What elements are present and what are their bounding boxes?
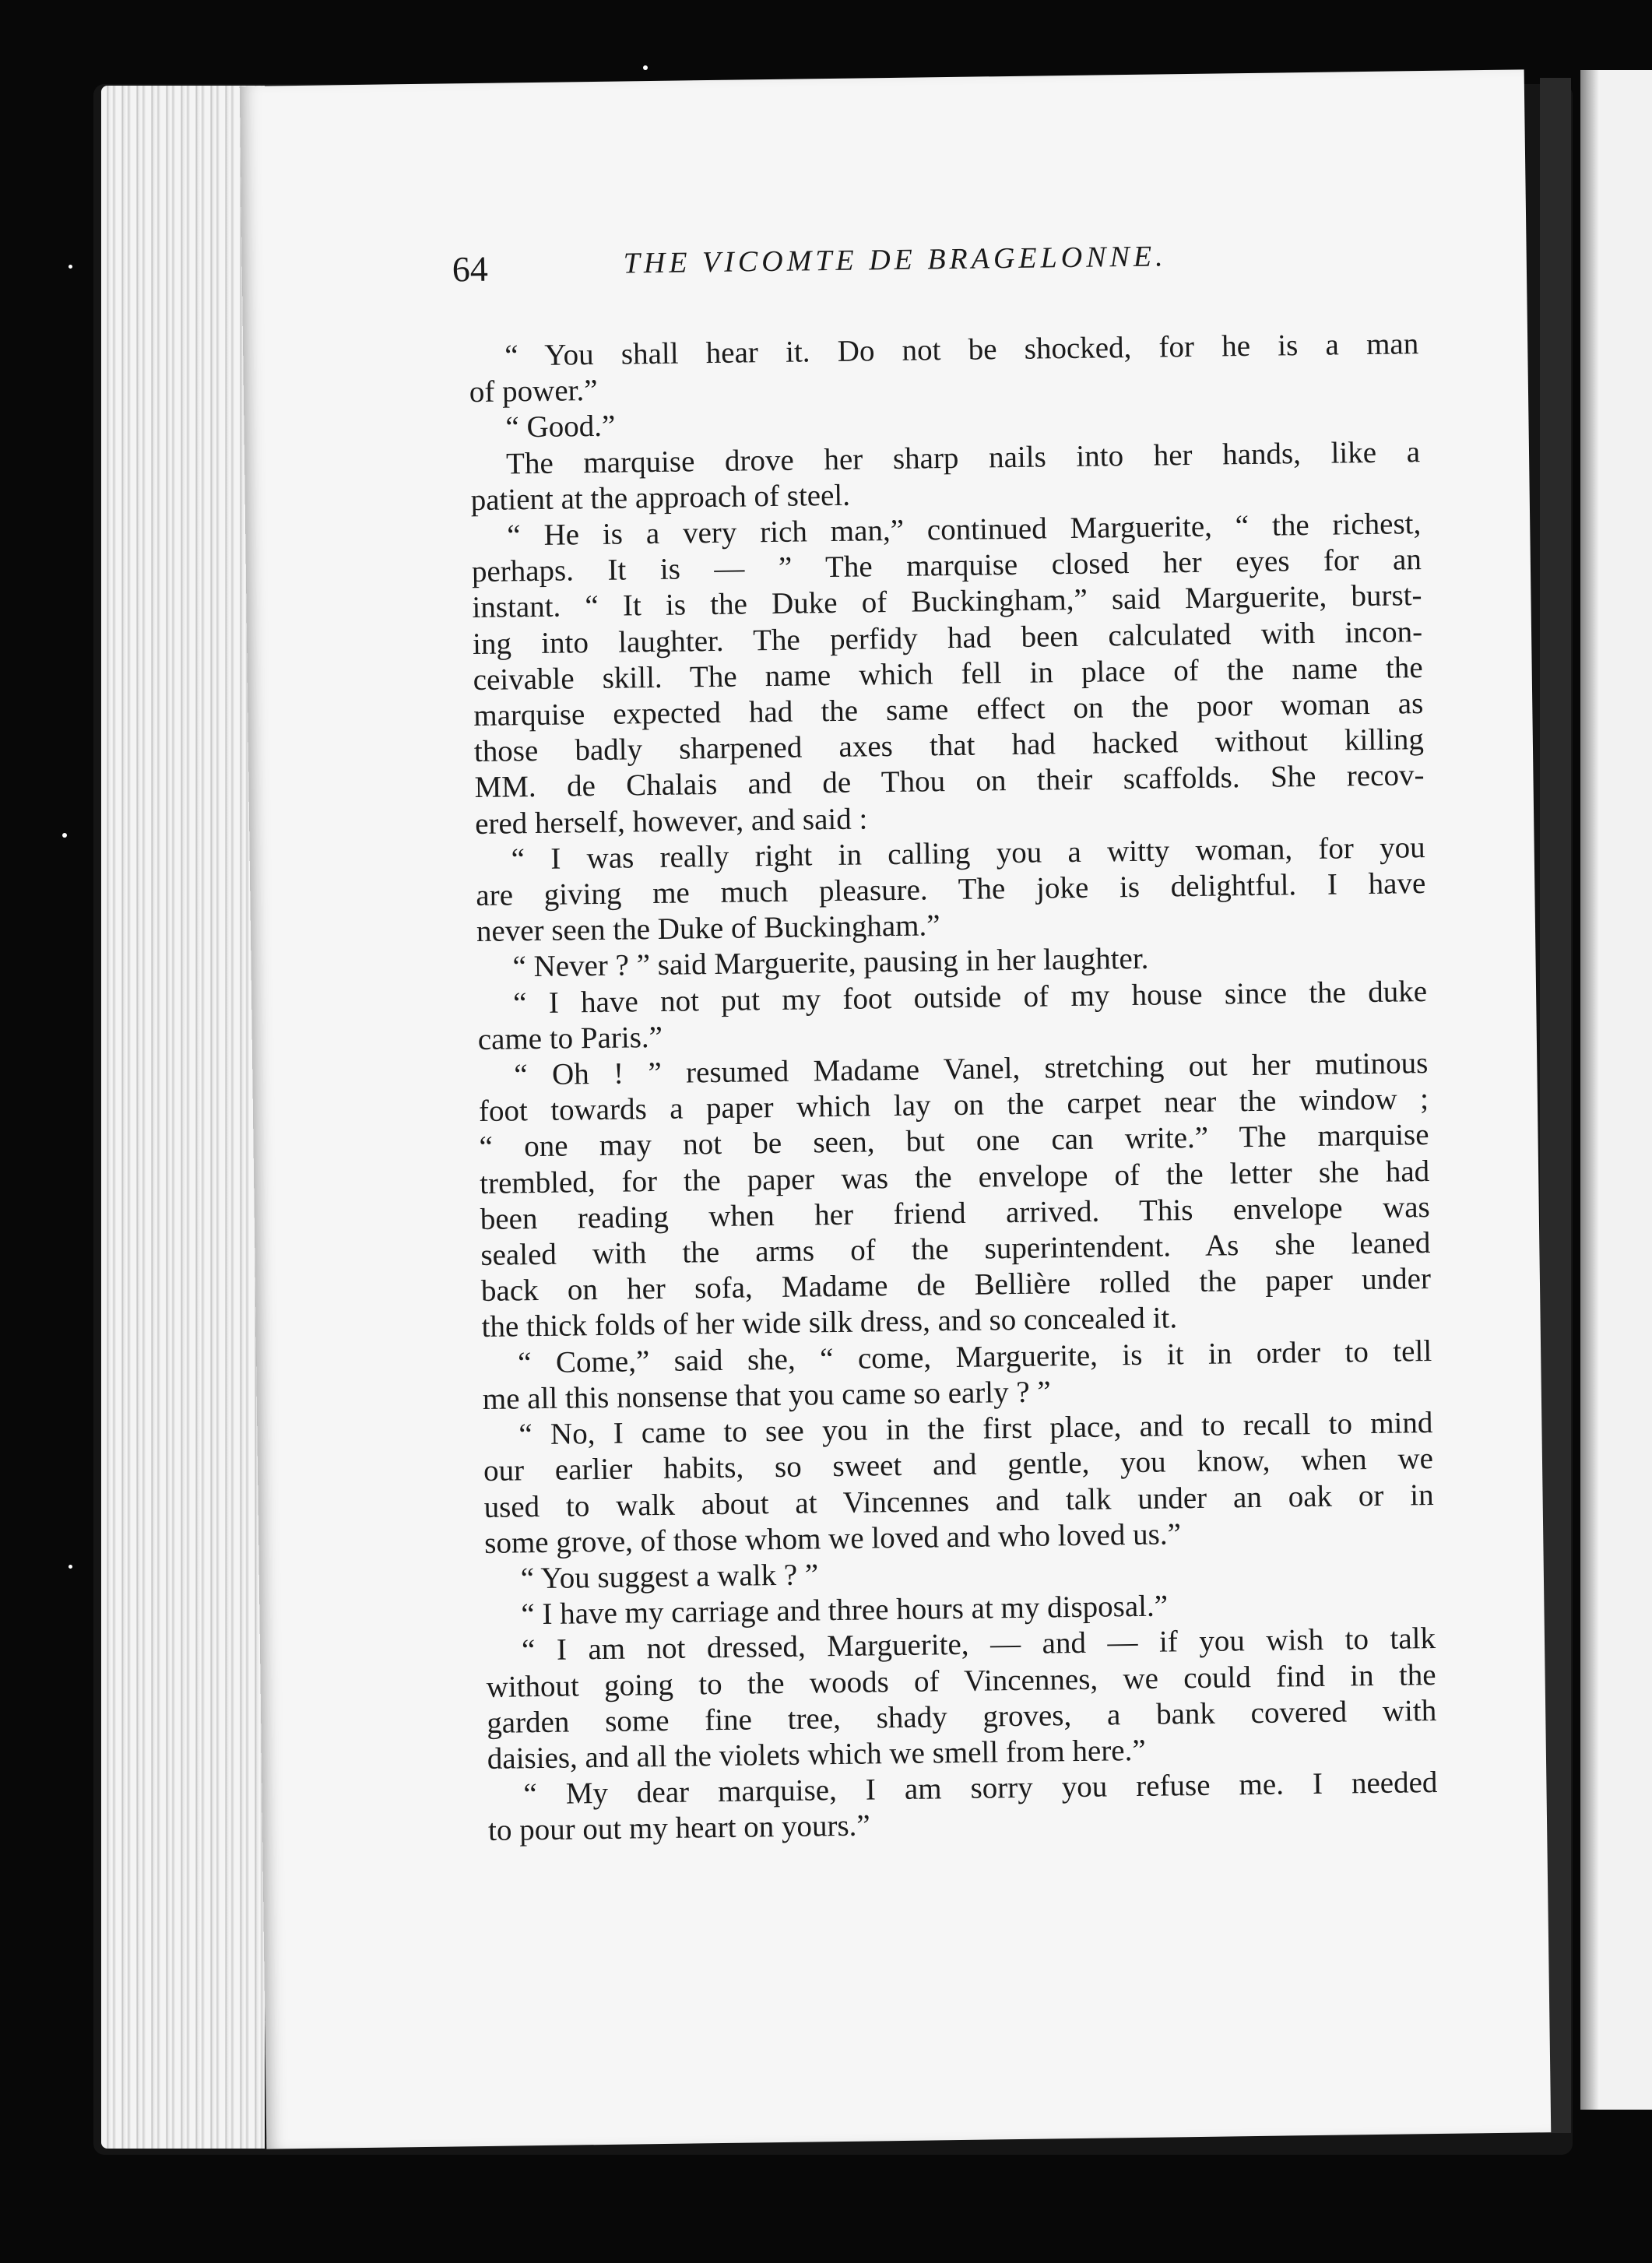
text-line: “ Come,” said she, “ come, Marguerite, is it in order to tell bbox=[517, 1334, 1432, 1380]
text-line: marquise expected had the same effect on the poor woman as bbox=[473, 687, 1424, 733]
page-number: 64 bbox=[452, 248, 489, 290]
scan-speck bbox=[69, 1565, 72, 1569]
page-edges bbox=[101, 86, 265, 2149]
text-line: “ No, I came to see you in the first place, and to recall to mind bbox=[518, 1406, 1433, 1452]
text-line: ing into laughter. The perfidy had been calculated with incon- bbox=[472, 614, 1423, 661]
text-line: “ I was really right in calling you a witty woman, for you bbox=[511, 830, 1425, 877]
text-line: used to walk about at Vincennes and talk under an oak or in bbox=[483, 1478, 1434, 1524]
text-line: “ You shall hear it. Do not be shocked, for he is a man bbox=[504, 327, 1419, 373]
text-line: trembled, for the paper was the envelope of the letter she had bbox=[479, 1154, 1430, 1200]
text-line: “ one may not be seen, but one can write.” The marquise bbox=[479, 1118, 1429, 1165]
text-line: perhaps. It is — ” The marquise closed her eyes for an bbox=[471, 543, 1422, 589]
text-line: patient at the approach of steel. bbox=[470, 478, 851, 517]
text-line: “ Never ? ” said Marguerite, pausing in her laughter. bbox=[512, 942, 1149, 984]
scan-speck bbox=[69, 265, 72, 269]
text-line: those badly sharpened axes that had hacked without killing bbox=[473, 722, 1425, 769]
text-line: to pour out my heart on yours.” bbox=[487, 1808, 870, 1848]
text-line: back on her sofa, Madame de Bellière rolled the paper under bbox=[480, 1262, 1432, 1309]
text-line: came to Paris.” bbox=[477, 1020, 663, 1056]
text-line: ered herself, however, and said : bbox=[474, 802, 868, 841]
text-line: our earlier habits, so sweet and gentle, you know, when we bbox=[483, 1442, 1434, 1488]
body-text bbox=[469, 326, 1438, 1849]
book-page bbox=[240, 69, 1552, 2149]
text-line: The marquise drove her sharp nails into her hands, like a bbox=[505, 434, 1421, 481]
next-page-shadow bbox=[1580, 70, 1599, 2110]
text-line: daisies, and all the violets which we smell from here.” bbox=[487, 1733, 1146, 1776]
running-head bbox=[452, 237, 1309, 295]
text-line: me all this nonsense that you came so early ? ” bbox=[482, 1375, 1051, 1416]
running-title: THE VICOMTE DE BRAGELONNE. bbox=[623, 240, 1167, 280]
text-line: of power.” bbox=[469, 374, 598, 409]
scan-speck bbox=[643, 65, 648, 70]
text-line: never seen the Duke of Buckingham.” bbox=[476, 908, 940, 949]
text-line: ceivable skill. The name which fell in place of the name the bbox=[473, 650, 1423, 697]
text-line: are giving me much pleasure. The joke is delightful. I have bbox=[476, 866, 1426, 913]
text-line: “ Oh ! ” resumed Madame Vanel, stretching out her mutinous bbox=[514, 1046, 1429, 1092]
text-line: without going to the woods of Vincennes, we could find in the bbox=[486, 1657, 1436, 1704]
text-line: “ I have not put my foot outside of my house since the duke bbox=[512, 974, 1428, 1021]
text-line: been reading when her friend arrived. This envelope was bbox=[480, 1189, 1430, 1236]
text-line: “ I am not dressed, Marguerite, — and — if you wish to talk bbox=[521, 1622, 1436, 1667]
text-line: garden some fine tree, shady groves, a bank covered with bbox=[486, 1693, 1437, 1740]
text-line: “ I have my carriage and three hours at my disposal.” bbox=[521, 1589, 1169, 1632]
text-line: “ He is a very rich man,” continued Marguerite, “ the richest, bbox=[507, 507, 1422, 553]
text-line: sealed with the arms of the superintendent. As she leaned bbox=[480, 1226, 1431, 1273]
text-line: “ Good.” bbox=[505, 409, 616, 445]
text-line: instant. “ It is the Duke of Buckingham,” said Marguerite, burst- bbox=[472, 578, 1422, 625]
text-line: “ My dear marquise, I am sorry you refuse me. I needed bbox=[523, 1766, 1438, 1811]
text-line: “ You suggest a walk ? ” bbox=[520, 1558, 819, 1596]
text-line: the thick folds of her wide silk dress, and so concealed it. bbox=[481, 1301, 1178, 1344]
text-line: MM. de Chalais and de Thou on their scaffolds. She recov- bbox=[474, 758, 1425, 805]
text-line: some grove, of those whom we loved and who loved us.” bbox=[483, 1516, 1182, 1560]
text-line: foot towards a paper which lay on the carpet near the window ; bbox=[478, 1082, 1429, 1129]
scan-speck bbox=[62, 833, 67, 838]
